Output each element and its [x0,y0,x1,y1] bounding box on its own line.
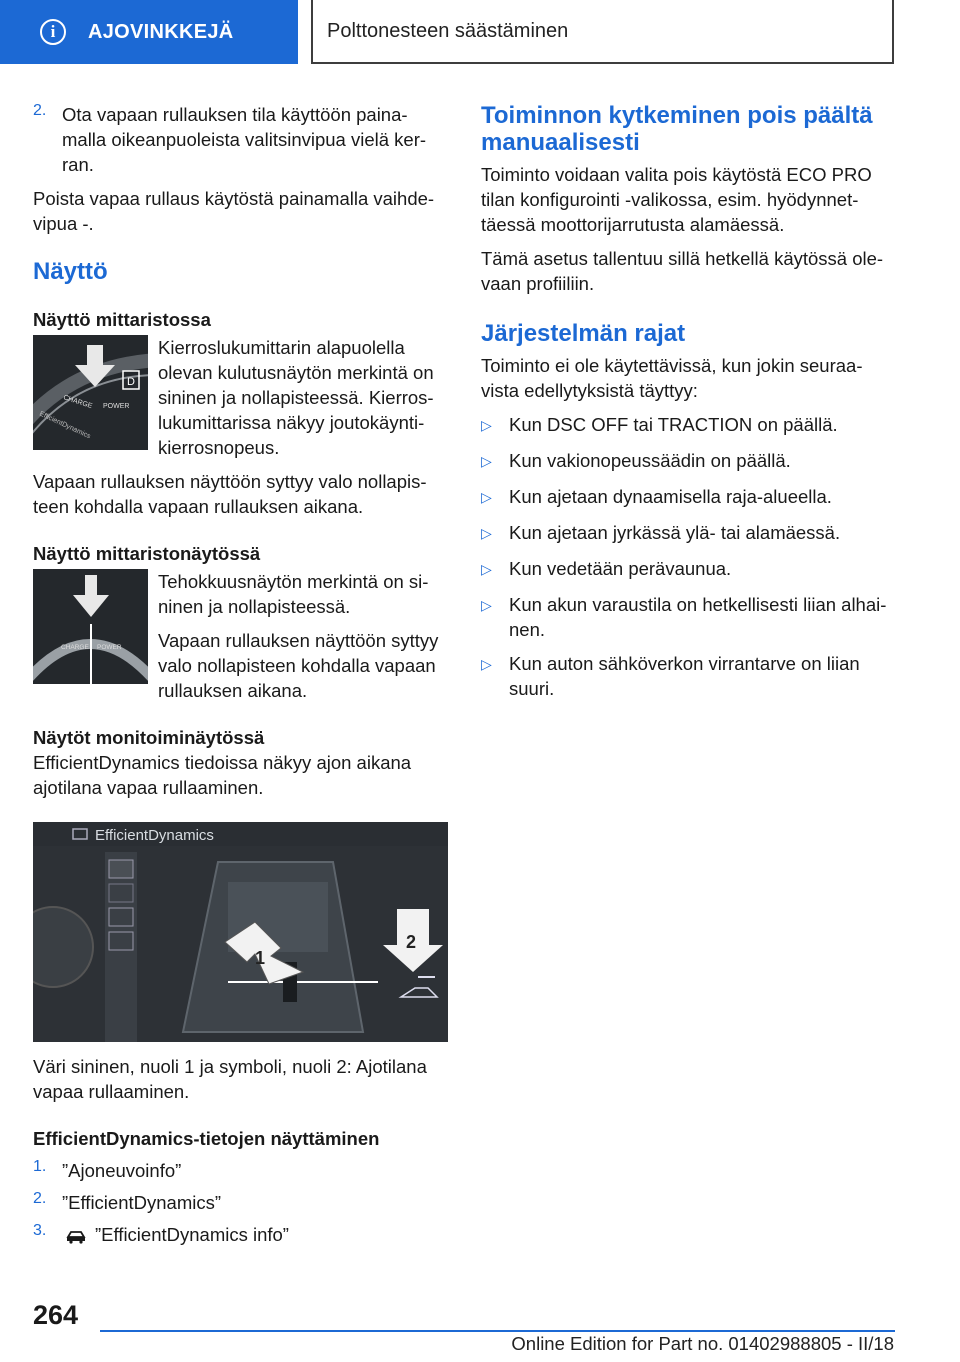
list-item-text: Kun auton sähköverkon virrantarve on liian suuri. [509,653,860,699]
section-heading: Näyttö [33,258,108,285]
list-item [481,520,896,547]
paragraph: Vapaan rullauksen näyttöön syttyy valo nollapis-teen kohdalla vapaan rullauksen aikana. [33,471,427,517]
cluster-text: Tehokkuusnäytön merkintä on si-ninen ja nollapisteessä. [158,571,429,617]
step-text: Ota vapaan rullauksen tila käyttöön paina-malla oikeanpuoleista valitsinvipua vielä ker-ran. [62,104,427,175]
list-item [481,651,896,701]
list-item-text: Kun vedetään perävaunua. [509,558,732,579]
step-item [33,102,448,177]
svg-text:POWER: POWER [103,403,130,410]
section-heading: Järjestelmän rajat [481,320,686,347]
svg-text:EfficientDynamics: EfficientDynamics [38,410,92,441]
step-number: 2. [33,102,47,119]
step-text: ”EfficientDynamics” [62,1192,222,1213]
paragraph: Toiminto voidaan valita pois käytöstä ECO PRO tilan konfigurointi -valikossa, esim. hyödynnet-täessä moottorijarrutusta alamäessä. [481,164,872,235]
cluster-display-image [33,569,148,684]
paragraph: EfficientDynamics tiedoissa näkyy ajon aikana ajotilana vapaa rullaaminen. [33,752,412,798]
list-item [481,412,896,439]
edition-text: Online Edition for Part no. 01402988805 - II/18 [511,1333,894,1354]
list-item-text: Kun vakionopeussäädin on päällä. [509,450,791,471]
list-item [481,448,896,475]
paragraph: Tämä asetus tallentuu sillä hetkellä käytössä ole-vaan profiiliin. [481,248,884,294]
info-icon: i [40,19,66,45]
section-heading: Toiminnon kytkeminen pois päältä manuaalisesti [481,102,873,156]
subheading: Näytöt monitoiminäytössä [33,727,265,748]
svg-text:CHARGE: CHARGE [62,394,94,411]
chapter-tab[interactable] [0,0,298,64]
triangle-right-icon: ▷ [481,417,492,433]
instrument-cluster-image [33,335,148,450]
step-item [33,1190,448,1215]
car-info-icon [65,1226,87,1244]
triangle-right-icon: ▷ [481,656,492,672]
step-number: 1. [33,1158,47,1175]
figure-caption: Väri sininen, nuoli 1 ja symboli, nuoli 2: Ajotilana vapaa rullaaminen. [33,1056,427,1102]
list-item [481,592,896,642]
list-item-text: Kun DSC OFF tai TRACTION on päällä. [509,414,838,435]
list-item [481,556,896,583]
triangle-right-icon: ▷ [481,561,492,577]
subheading: EfficientDynamics-tietojen näyttäminen [33,1128,380,1149]
list-item-text: Kun ajetaan dynaamisella raja-alueella. [509,486,832,507]
triangle-right-icon: ▷ [481,453,492,469]
step-number: 3. [33,1222,47,1239]
step-text: ”Ajoneuvoinfo” [62,1160,182,1181]
svg-text:POWER: POWER [97,644,122,651]
step-text: ”EfficientDynamics info” [95,1224,289,1245]
left-column [33,102,448,1247]
list-item-text: Kun ajetaan jyrkässä ylä- tai alamäessä. [509,522,841,543]
step-number: 2. [33,1190,47,1207]
cluster-text: Vapaan rullauksen näyttöön syttyy valo nollapisteen kohdalla vapaan rullauksen aikana. [158,630,439,701]
right-column [481,102,896,701]
step-item [33,1222,448,1247]
step-item [33,1158,448,1183]
page-number: 264 [33,1300,79,1330]
triangle-right-icon: ▷ [481,525,492,541]
paragraph: Poista vapaa rullaus käytöstä painamalla vaihde-vipua -. [33,188,435,234]
section-title: Polttonesteen säästäminen [311,0,894,64]
paragraph: Toiminto ei ole käytettävissä, kun jokin seuraa-vista edellytyksistä täyttyy: [481,355,863,401]
arrow-label-1: 1 [255,948,266,968]
triangle-right-icon: ▷ [481,489,492,505]
efficientdynamics-screen-image [33,822,448,1042]
svg-text:D: D [127,376,135,388]
list-item [481,484,896,511]
list-item-text: Kun akun varaustila on hetkellisesti liian alhai-nen. [509,594,887,640]
triangle-right-icon: ▷ [481,597,492,613]
figure-title: EfficientDynamics [95,827,214,844]
footer-divider [100,1330,895,1332]
svg-text:CHARGE: CHARGE [61,644,89,651]
subheading: Näyttö mittaristossa [33,309,211,330]
instrument-text: Kierroslukumittarin alapuolella olevan kulutusnäytön merkintä on sininen ja nollapisteessä. Kierros-lukumittarissa näkyy joutokäynti-kierrosnopeus. [158,337,434,458]
arrow-label-2: 2 [406,932,417,952]
chapter-tab-label: AJOVINKKEJÄ [88,20,234,43]
subheading: Näyttö mittaristonäytössä [33,543,261,564]
